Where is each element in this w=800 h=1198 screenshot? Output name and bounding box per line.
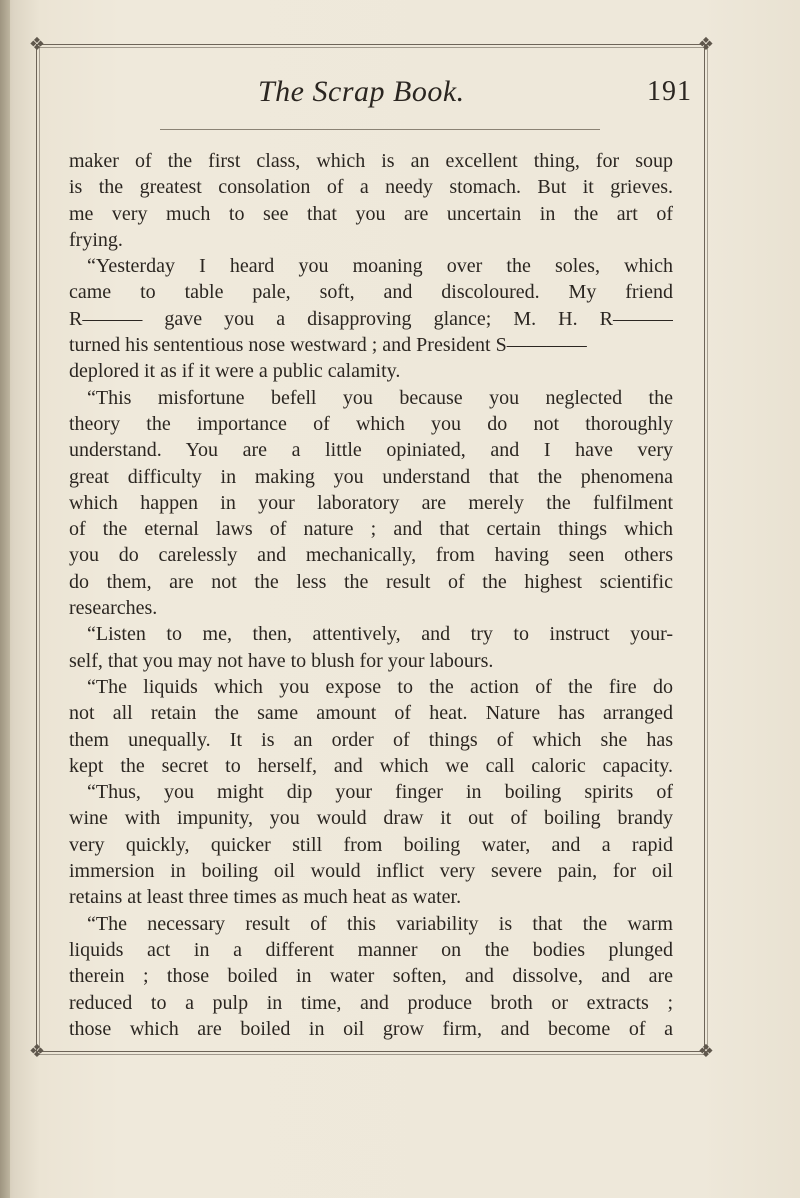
text-line: theory the importance of which you do not thoroughly xyxy=(69,412,673,435)
text-line: understand. You are a little opiniated, and I have very xyxy=(69,439,673,462)
border-left-rule xyxy=(36,44,37,1055)
border-top-rule-inner xyxy=(36,47,708,48)
text-line: liquids act in a different manner on the bodies plunged xyxy=(69,938,673,961)
text-line: me very much to see that you are uncertain in the art of xyxy=(69,202,673,225)
text-line: which happen in your laboratory are merely the fulfilment xyxy=(69,491,673,514)
text-line: came to table pale, soft, and discoloured. My friend xyxy=(69,281,673,304)
text-line: is the greatest consolation of a needy stomach. But it grieves. xyxy=(69,176,673,199)
page-binding-shadow xyxy=(0,0,10,1198)
text-line: reduced to a pulp in time, and produce broth or extracts ; xyxy=(69,991,673,1014)
border-top-rule xyxy=(36,44,708,45)
running-head xyxy=(40,72,704,118)
corner-ornament-icon: ❖ xyxy=(697,1041,715,1062)
text-line: maker of the first class, which is an excellent thing, for soup xyxy=(69,150,673,172)
text-line: those which are boiled in oil grow firm, and become of a xyxy=(69,1017,673,1040)
text-line: self, that you may not have to blush for your labours. xyxy=(69,649,494,672)
text-line: very quickly, quicker still from boiling water, and a rapid xyxy=(69,833,673,856)
border-bottom-rule-inner xyxy=(36,1054,708,1055)
text-line: do them, are not the less the result of the highest scientific xyxy=(69,570,673,593)
text-line: “Yesterday I heard you moaning over the soles, which xyxy=(87,255,673,278)
text-line: “Thus, you might dip your finger in boiling spirits of xyxy=(87,781,673,804)
corner-ornament-icon: ❖ xyxy=(697,34,715,55)
page-number: 191 xyxy=(647,76,692,107)
text-line: not all retain the same amount of heat. Nature has arranged xyxy=(69,702,673,725)
running-title: The Scrap Book. xyxy=(258,75,465,108)
text-line: great difficulty in making you understand that the phenomena xyxy=(69,465,673,488)
corner-ornament-icon: ❖ xyxy=(28,1041,46,1062)
text-line: therein ; those boiled in water soften, and dissolve, and are xyxy=(69,965,673,988)
text-line: of the eternal laws of nature ; and that certain things which xyxy=(69,518,673,541)
text-line: wine with impunity, you would draw it out of boiling brandy xyxy=(69,807,673,830)
text-line: frying. xyxy=(69,228,123,251)
border-left-rule-inner xyxy=(39,44,40,1055)
border-bottom-rule xyxy=(36,1051,708,1052)
text-line: “Listen to me, then, attentively, and try to instruct your- xyxy=(87,623,673,646)
text-line: turned his sententious nose westward ; and President S———— xyxy=(69,334,587,357)
text-line: them unequally. It is an order of things of which she has xyxy=(69,728,673,751)
text-line: “This misfortune befell you because you neglected the xyxy=(87,386,673,409)
text-line: kept the secret to herself, and which we call caloric capacity. xyxy=(69,754,673,777)
text-line: deplored it as if it were a public calamity. xyxy=(69,360,401,383)
text-line: you do carelessly and mechanically, from having seen others xyxy=(69,544,673,567)
body-text xyxy=(69,148,673,1042)
corner-ornament-icon: ❖ xyxy=(28,34,46,55)
text-line: “The liquids which you expose to the action of the fire do xyxy=(87,675,673,698)
text-line: “The necessary result of this variability is that the warm xyxy=(87,912,673,935)
running-head-rule xyxy=(160,129,600,130)
border-right-rule xyxy=(704,44,705,1055)
text-line: retains at least three times as much heat as water. xyxy=(69,886,462,909)
text-line: immersion in boiling oil would inflict very severe pain, for oil xyxy=(69,860,673,883)
text-line: R——— gave you a disapproving glance; M. H. R——— xyxy=(69,307,673,330)
text-line: researches. xyxy=(69,597,158,620)
border-right-rule-inner xyxy=(707,44,708,1055)
